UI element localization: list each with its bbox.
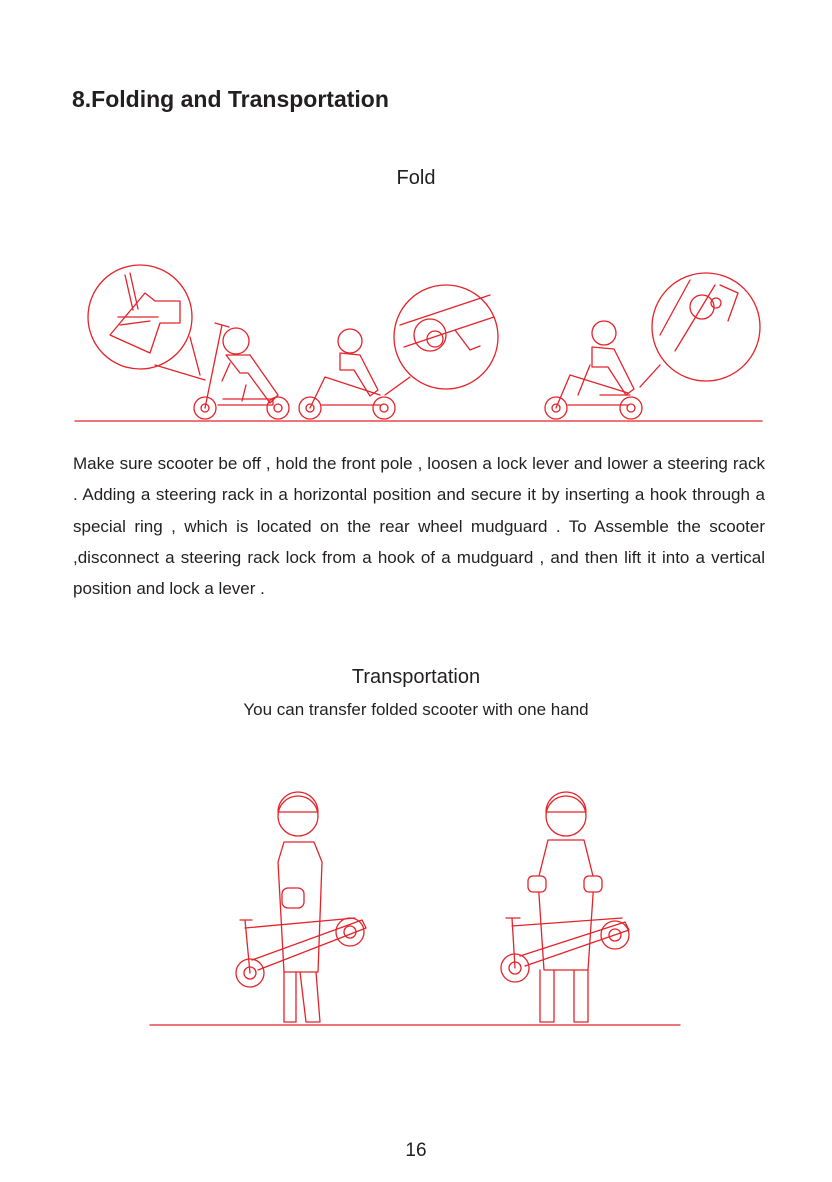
detail-circle-hook	[652, 273, 760, 381]
fold-heading: Fold	[396, 167, 436, 189]
fold-step-1	[88, 265, 289, 419]
carrier-front-view	[501, 792, 629, 1022]
carrier-side-view	[236, 792, 366, 1022]
fold-step-2	[299, 285, 498, 419]
fold-instructions: Make sure scooter be off , hold the front pole , loosen a lock lever and lower a steering rack . Adding a steering rack in a horizontal position and secure it by inserting a hook through a special ring , which is located on the rear wheel mudguard . To Assemble the scooter ,disconnect a steering rack lock from a hook of a mudguard , and then lift it into a vertical position and lock a lever .	[73, 454, 765, 599]
fold-illustration	[0, 255, 832, 425]
transport-subtitle: You can transfer folded scooter with one hand	[243, 700, 589, 719]
section-title: 8.Folding and Transportation	[72, 86, 389, 112]
transport-illustration	[0, 780, 832, 1040]
fold-step-3	[545, 273, 760, 419]
transport-heading: Transportation	[351, 666, 481, 688]
page-number: 16	[405, 1140, 427, 1161]
